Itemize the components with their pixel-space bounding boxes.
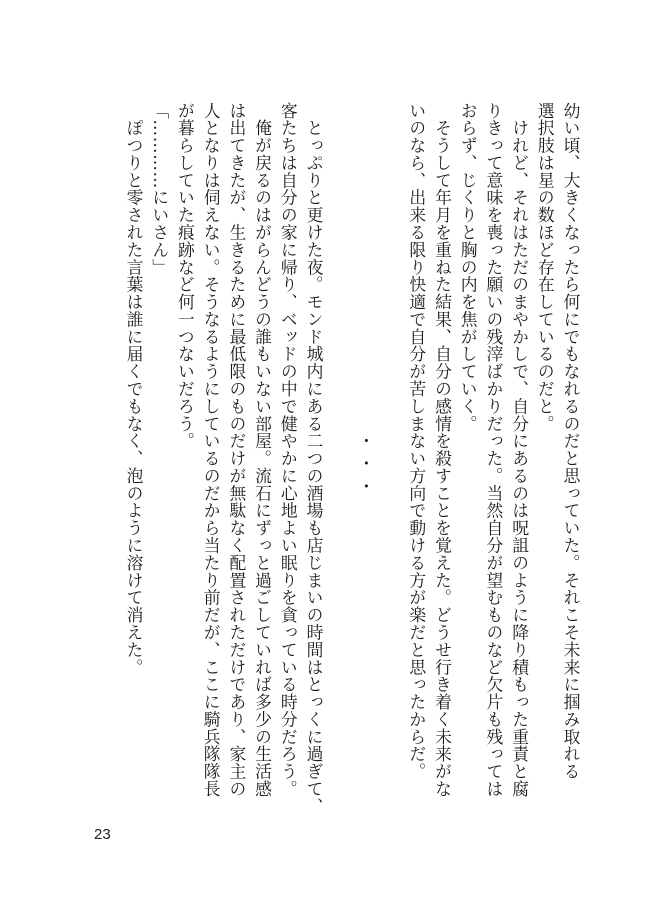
blank-line <box>377 102 403 802</box>
blank-line <box>326 102 352 802</box>
text-line: 選択肢は星の数ほど存在しているのだと。 <box>535 102 556 433</box>
text-line: 幼い頃、大きくなったら何にでもなれるのだと思っていた。それこそ未来に掴み取れる <box>561 102 581 781</box>
text-line: りきって意味を喪った願いの残滓ばかりだった。当然自分が望むものなど欠片も残ってはおらず、じくりと胸の内を焦がしていく。 <box>458 102 504 798</box>
text-line: そうして年月を重ねた結果、自分の感情を殺すことを覚えた。どうせ行き着く未来がないのなら、出来る限り快適で自分が苦しまない方向で動ける方が楽だと思ったからだ。 <box>406 102 453 798</box>
text-line: が暮らしていた痕跡など何一つないだろう。 <box>175 102 196 450</box>
text-line: は出てきたが、生きるために最低限のものだけが無駄なく配置されただけであり、家主の <box>226 102 247 798</box>
text-line: 俺が戻るのはがらんどうの誰もいない部屋。流石にずっと過ごしていれば多少の生活感 <box>252 102 273 798</box>
text-line: 人となりは伺えない。そうなるようにしているのだから当たり前だが、ここに騎兵隊隊長 <box>201 102 222 798</box>
text-line: 客たちは自分の家に帰り、ベッドの中で健やかに心地よい眠りを貪っている時分だろう。 <box>278 102 299 798</box>
vertical-text-body <box>120 102 583 815</box>
scene-break-dots: ・・・ <box>355 432 376 501</box>
text-line: とっぷりと更けた夜。モンド城内にある二つの酒場も店じまいの時間はとっくに過ぎて、 <box>303 102 324 815</box>
text-line: けれど、それはただのまやかしで、自分にあるのは呪詛のように降り積もった重責と腐 <box>509 102 530 798</box>
dialogue-line: 「…………にいさん」 <box>149 102 170 276</box>
text-line: ぽつりと零された言葉は誰に届くでもなく、泡のように溶けて消えた。 <box>124 102 145 676</box>
page-number: 23 <box>94 826 111 843</box>
